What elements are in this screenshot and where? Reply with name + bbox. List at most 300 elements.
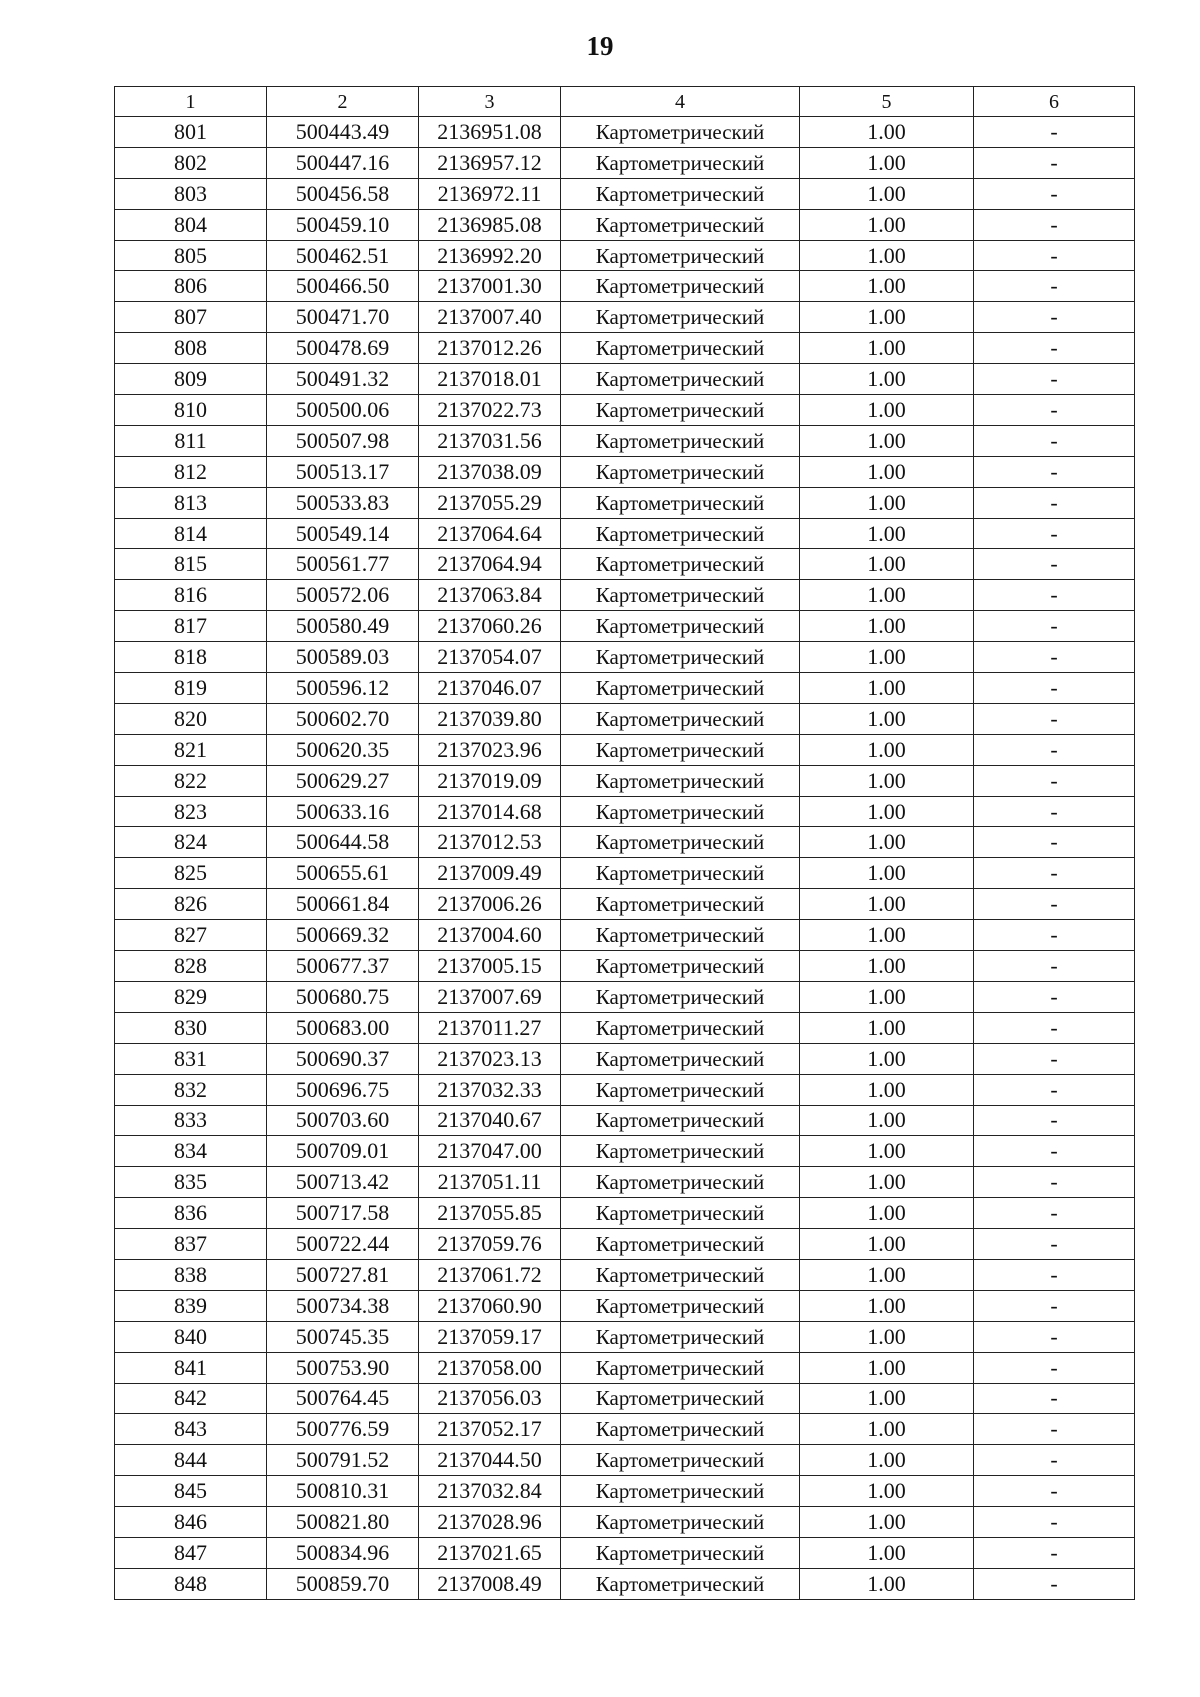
point-number-cell: 810 [115,395,267,426]
method-cell: Картометрический [561,703,800,734]
accuracy-cell: 1.00 [800,642,974,673]
point-number-cell: 846 [115,1507,267,1538]
note-cell: - [974,1012,1135,1043]
x-coordinate-cell: 500561.77 [267,549,419,580]
method-cell: Картометрический [561,827,800,858]
table-row [115,147,1135,178]
table-row [115,1229,1135,1260]
point-number-cell: 821 [115,734,267,765]
y-coordinate-cell: 2137047.00 [419,1136,561,1167]
y-coordinate-cell: 2137022.73 [419,395,561,426]
method-cell: Картометрический [561,147,800,178]
note-cell: - [974,734,1135,765]
point-number-cell: 840 [115,1321,267,1352]
y-coordinate-cell: 2137055.85 [419,1198,561,1229]
table-body [115,117,1135,1600]
note-cell: - [974,1568,1135,1599]
note-cell: - [974,1167,1135,1198]
accuracy-cell: 1.00 [800,1136,974,1167]
note-cell: - [974,796,1135,827]
method-cell: Картометрический [561,1414,800,1445]
x-coordinate-cell: 500491.32 [267,364,419,395]
note-cell: - [974,1074,1135,1105]
y-coordinate-cell: 2137028.96 [419,1507,561,1538]
method-cell: Картометрический [561,1167,800,1198]
note-cell: - [974,1383,1135,1414]
y-coordinate-cell: 2137009.49 [419,858,561,889]
table-row [115,271,1135,302]
x-coordinate-cell: 500596.12 [267,673,419,704]
accuracy-cell: 1.00 [800,1383,974,1414]
table-row [115,117,1135,148]
accuracy-cell: 1.00 [800,981,974,1012]
y-coordinate-cell: 2137007.40 [419,302,561,333]
note-cell: - [974,951,1135,982]
y-coordinate-cell: 2136972.11 [419,178,561,209]
point-number-cell: 806 [115,271,267,302]
accuracy-cell: 1.00 [800,178,974,209]
method-cell: Картометрический [561,1259,800,1290]
method-cell: Картометрический [561,117,800,148]
table-row [115,796,1135,827]
y-coordinate-cell: 2137021.65 [419,1537,561,1568]
method-cell: Картометрический [561,951,800,982]
column-header: 3 [419,87,561,117]
accuracy-cell: 1.00 [800,858,974,889]
table-row [115,333,1135,364]
x-coordinate-cell: 500462.51 [267,240,419,271]
table-row [115,1043,1135,1074]
y-coordinate-cell: 2137051.11 [419,1167,561,1198]
table-row [115,1198,1135,1229]
y-coordinate-cell: 2137023.96 [419,734,561,765]
table-row [115,1445,1135,1476]
y-coordinate-cell: 2136957.12 [419,147,561,178]
y-coordinate-cell: 2137012.53 [419,827,561,858]
accuracy-cell: 1.00 [800,889,974,920]
column-header: 1 [115,87,267,117]
note-cell: - [974,1476,1135,1507]
header-row [115,87,1135,117]
accuracy-cell: 1.00 [800,209,974,240]
y-coordinate-cell: 2137056.03 [419,1383,561,1414]
accuracy-cell: 1.00 [800,1568,974,1599]
accuracy-cell: 1.00 [800,333,974,364]
table-row [115,981,1135,1012]
accuracy-cell: 1.00 [800,1198,974,1229]
method-cell: Картометрический [561,1568,800,1599]
table-row [115,1537,1135,1568]
table-row [115,1105,1135,1136]
x-coordinate-cell: 500727.81 [267,1259,419,1290]
y-coordinate-cell: 2136951.08 [419,117,561,148]
table-row [115,549,1135,580]
x-coordinate-cell: 500549.14 [267,518,419,549]
point-number-cell: 822 [115,765,267,796]
method-cell: Картометрический [561,580,800,611]
note-cell: - [974,1198,1135,1229]
point-number-cell: 801 [115,117,267,148]
point-number-cell: 836 [115,1198,267,1229]
table-row [115,518,1135,549]
table-row [115,240,1135,271]
note-cell: - [974,1043,1135,1074]
column-header: 6 [974,87,1135,117]
method-cell: Картометрический [561,734,800,765]
y-coordinate-cell: 2137058.00 [419,1352,561,1383]
accuracy-cell: 1.00 [800,364,974,395]
accuracy-cell: 1.00 [800,951,974,982]
x-coordinate-cell: 500644.58 [267,827,419,858]
note-cell: - [974,240,1135,271]
point-number-cell: 803 [115,178,267,209]
method-cell: Картометрический [561,364,800,395]
method-cell: Картометрический [561,611,800,642]
note-cell: - [974,364,1135,395]
note-cell: - [974,425,1135,456]
point-number-cell: 820 [115,703,267,734]
x-coordinate-cell: 500633.16 [267,796,419,827]
y-coordinate-cell: 2137061.72 [419,1259,561,1290]
y-coordinate-cell: 2137031.56 [419,425,561,456]
accuracy-cell: 1.00 [800,1476,974,1507]
y-coordinate-cell: 2136992.20 [419,240,561,271]
table-row [115,1352,1135,1383]
method-cell: Картометрический [561,395,800,426]
y-coordinate-cell: 2137007.69 [419,981,561,1012]
accuracy-cell: 1.00 [800,240,974,271]
x-coordinate-cell: 500478.69 [267,333,419,364]
method-cell: Картометрический [561,1537,800,1568]
accuracy-cell: 1.00 [800,1167,974,1198]
table-row [115,889,1135,920]
y-coordinate-cell: 2137054.07 [419,642,561,673]
x-coordinate-cell: 500859.70 [267,1568,419,1599]
page-number: 19 [586,31,614,61]
note-cell: - [974,147,1135,178]
point-number-cell: 847 [115,1537,267,1568]
x-coordinate-cell: 500466.50 [267,271,419,302]
note-cell: - [974,981,1135,1012]
note-cell: - [974,858,1135,889]
point-number-cell: 814 [115,518,267,549]
x-coordinate-cell: 500677.37 [267,951,419,982]
point-number-cell: 809 [115,364,267,395]
table-row [115,1321,1135,1352]
table-row [115,302,1135,333]
method-cell: Картометрический [561,178,800,209]
table-row [115,1074,1135,1105]
x-coordinate-cell: 500471.70 [267,302,419,333]
point-number-cell: 835 [115,1167,267,1198]
note-cell: - [974,395,1135,426]
accuracy-cell: 1.00 [800,796,974,827]
point-number-cell: 841 [115,1352,267,1383]
note-cell: - [974,611,1135,642]
table-row [115,456,1135,487]
y-coordinate-cell: 2137012.26 [419,333,561,364]
point-number-cell: 823 [115,796,267,827]
point-number-cell: 804 [115,209,267,240]
method-cell: Картометрический [561,1043,800,1074]
x-coordinate-cell: 500456.58 [267,178,419,209]
note-cell: - [974,827,1135,858]
x-coordinate-cell: 500696.75 [267,1074,419,1105]
accuracy-cell: 1.00 [800,703,974,734]
point-number-cell: 817 [115,611,267,642]
note-cell: - [974,1321,1135,1352]
point-number-cell: 831 [115,1043,267,1074]
method-cell: Картометрический [561,1105,800,1136]
x-coordinate-cell: 500745.35 [267,1321,419,1352]
x-coordinate-cell: 500669.32 [267,920,419,951]
method-cell: Картометрический [561,209,800,240]
x-coordinate-cell: 500572.06 [267,580,419,611]
x-coordinate-cell: 500533.83 [267,487,419,518]
x-coordinate-cell: 500500.06 [267,395,419,426]
table-row [115,1136,1135,1167]
point-number-cell: 838 [115,1259,267,1290]
y-coordinate-cell: 2137063.84 [419,580,561,611]
table-row [115,1476,1135,1507]
point-number-cell: 815 [115,549,267,580]
table-row [115,1012,1135,1043]
x-coordinate-cell: 500629.27 [267,765,419,796]
x-coordinate-cell: 500703.60 [267,1105,419,1136]
accuracy-cell: 1.00 [800,487,974,518]
note-cell: - [974,1537,1135,1568]
note-cell: - [974,1105,1135,1136]
table-header [115,87,1135,117]
method-cell: Картометрический [561,425,800,456]
point-number-cell: 828 [115,951,267,982]
y-coordinate-cell: 2137046.07 [419,673,561,704]
x-coordinate-cell: 500589.03 [267,642,419,673]
table-row [115,395,1135,426]
accuracy-cell: 1.00 [800,1321,974,1352]
accuracy-cell: 1.00 [800,920,974,951]
method-cell: Картометрический [561,487,800,518]
method-cell: Картометрический [561,240,800,271]
note-cell: - [974,271,1135,302]
method-cell: Картометрический [561,302,800,333]
accuracy-cell: 1.00 [800,1290,974,1321]
y-coordinate-cell: 2137018.01 [419,364,561,395]
column-header: 5 [800,87,974,117]
note-cell: - [974,580,1135,611]
note-cell: - [974,178,1135,209]
table-row [115,487,1135,518]
x-coordinate-cell: 500722.44 [267,1229,419,1260]
note-cell: - [974,703,1135,734]
point-number-cell: 816 [115,580,267,611]
point-number-cell: 813 [115,487,267,518]
table-row [115,951,1135,982]
note-cell: - [974,1229,1135,1260]
note-cell: - [974,1352,1135,1383]
point-number-cell: 805 [115,240,267,271]
table-row [115,827,1135,858]
x-coordinate-cell: 500776.59 [267,1414,419,1445]
table-row [115,642,1135,673]
x-coordinate-cell: 500810.31 [267,1476,419,1507]
x-coordinate-cell: 500661.84 [267,889,419,920]
method-cell: Картометрический [561,1445,800,1476]
method-cell: Картометрический [561,1198,800,1229]
x-coordinate-cell: 500459.10 [267,209,419,240]
method-cell: Картометрический [561,1074,800,1105]
x-coordinate-cell: 500620.35 [267,734,419,765]
accuracy-cell: 1.00 [800,1414,974,1445]
x-coordinate-cell: 500834.96 [267,1537,419,1568]
y-coordinate-cell: 2137040.67 [419,1105,561,1136]
method-cell: Картометрический [561,765,800,796]
accuracy-cell: 1.00 [800,1537,974,1568]
y-coordinate-cell: 2137032.33 [419,1074,561,1105]
x-coordinate-cell: 500680.75 [267,981,419,1012]
table-row [115,765,1135,796]
method-cell: Картометрический [561,1229,800,1260]
note-cell: - [974,920,1135,951]
y-coordinate-cell: 2137023.13 [419,1043,561,1074]
point-number-cell: 825 [115,858,267,889]
x-coordinate-cell: 500713.42 [267,1167,419,1198]
table-row [115,673,1135,704]
point-number-cell: 802 [115,147,267,178]
table-row [115,611,1135,642]
accuracy-cell: 1.00 [800,271,974,302]
x-coordinate-cell: 500507.98 [267,425,419,456]
table-row [115,580,1135,611]
table-row [115,1290,1135,1321]
note-cell: - [974,487,1135,518]
point-number-cell: 808 [115,333,267,364]
x-coordinate-cell: 500717.58 [267,1198,419,1229]
method-cell: Картометрический [561,981,800,1012]
method-cell: Картометрический [561,1476,800,1507]
y-coordinate-cell: 2137008.49 [419,1568,561,1599]
note-cell: - [974,673,1135,704]
table-row [115,1383,1135,1414]
y-coordinate-cell: 2137038.09 [419,456,561,487]
point-number-cell: 827 [115,920,267,951]
accuracy-cell: 1.00 [800,1012,974,1043]
note-cell: - [974,642,1135,673]
y-coordinate-cell: 2137044.50 [419,1445,561,1476]
method-cell: Картометрический [561,673,800,704]
accuracy-cell: 1.00 [800,611,974,642]
x-coordinate-cell: 500443.49 [267,117,419,148]
table-row [115,1414,1135,1445]
y-coordinate-cell: 2137064.94 [419,549,561,580]
x-coordinate-cell: 500690.37 [267,1043,419,1074]
note-cell: - [974,549,1135,580]
method-cell: Картометрический [561,518,800,549]
y-coordinate-cell: 2137005.15 [419,951,561,982]
point-number-cell: 832 [115,1074,267,1105]
accuracy-cell: 1.00 [800,549,974,580]
method-cell: Картометрический [561,271,800,302]
point-number-cell: 837 [115,1229,267,1260]
accuracy-cell: 1.00 [800,827,974,858]
point-number-cell: 845 [115,1476,267,1507]
method-cell: Картометрический [561,1507,800,1538]
accuracy-cell: 1.00 [800,765,974,796]
x-coordinate-cell: 500764.45 [267,1383,419,1414]
x-coordinate-cell: 500709.01 [267,1136,419,1167]
method-cell: Картометрический [561,333,800,364]
point-number-cell: 824 [115,827,267,858]
table-row [115,1507,1135,1538]
y-coordinate-cell: 2137059.76 [419,1229,561,1260]
note-cell: - [974,1507,1135,1538]
x-coordinate-cell: 500683.00 [267,1012,419,1043]
point-number-cell: 829 [115,981,267,1012]
accuracy-cell: 1.00 [800,1105,974,1136]
y-coordinate-cell: 2137006.26 [419,889,561,920]
note-cell: - [974,333,1135,364]
table-row [115,703,1135,734]
x-coordinate-cell: 500791.52 [267,1445,419,1476]
note-cell: - [974,1445,1135,1476]
y-coordinate-cell: 2137032.84 [419,1476,561,1507]
accuracy-cell: 1.00 [800,1445,974,1476]
y-coordinate-cell: 2137004.60 [419,920,561,951]
y-coordinate-cell: 2137039.80 [419,703,561,734]
accuracy-cell: 1.00 [800,734,974,765]
accuracy-cell: 1.00 [800,580,974,611]
table-row [115,1167,1135,1198]
y-coordinate-cell: 2137052.17 [419,1414,561,1445]
y-coordinate-cell: 2137055.29 [419,487,561,518]
x-coordinate-cell: 500513.17 [267,456,419,487]
note-cell: - [974,518,1135,549]
method-cell: Картометрический [561,1012,800,1043]
method-cell: Картометрический [561,642,800,673]
y-coordinate-cell: 2137060.26 [419,611,561,642]
table-row [115,734,1135,765]
y-coordinate-cell: 2137019.09 [419,765,561,796]
x-coordinate-cell: 500753.90 [267,1352,419,1383]
point-number-cell: 844 [115,1445,267,1476]
note-cell: - [974,456,1135,487]
point-number-cell: 842 [115,1383,267,1414]
accuracy-cell: 1.00 [800,395,974,426]
table-row [115,858,1135,889]
point-number-cell: 848 [115,1568,267,1599]
y-coordinate-cell: 2137001.30 [419,271,561,302]
table-row [115,1259,1135,1290]
note-cell: - [974,765,1135,796]
table-row [115,178,1135,209]
point-number-cell: 833 [115,1105,267,1136]
accuracy-cell: 1.00 [800,425,974,456]
method-cell: Картометрический [561,796,800,827]
point-number-cell: 834 [115,1136,267,1167]
column-header: 4 [561,87,800,117]
y-coordinate-cell: 2137060.90 [419,1290,561,1321]
accuracy-cell: 1.00 [800,1352,974,1383]
point-number-cell: 839 [115,1290,267,1321]
y-coordinate-cell: 2137011.27 [419,1012,561,1043]
x-coordinate-cell: 500655.61 [267,858,419,889]
point-number-cell: 843 [115,1414,267,1445]
accuracy-cell: 1.00 [800,456,974,487]
x-coordinate-cell: 500602.70 [267,703,419,734]
x-coordinate-cell: 500734.38 [267,1290,419,1321]
method-cell: Картометрический [561,1136,800,1167]
x-coordinate-cell: 500580.49 [267,611,419,642]
